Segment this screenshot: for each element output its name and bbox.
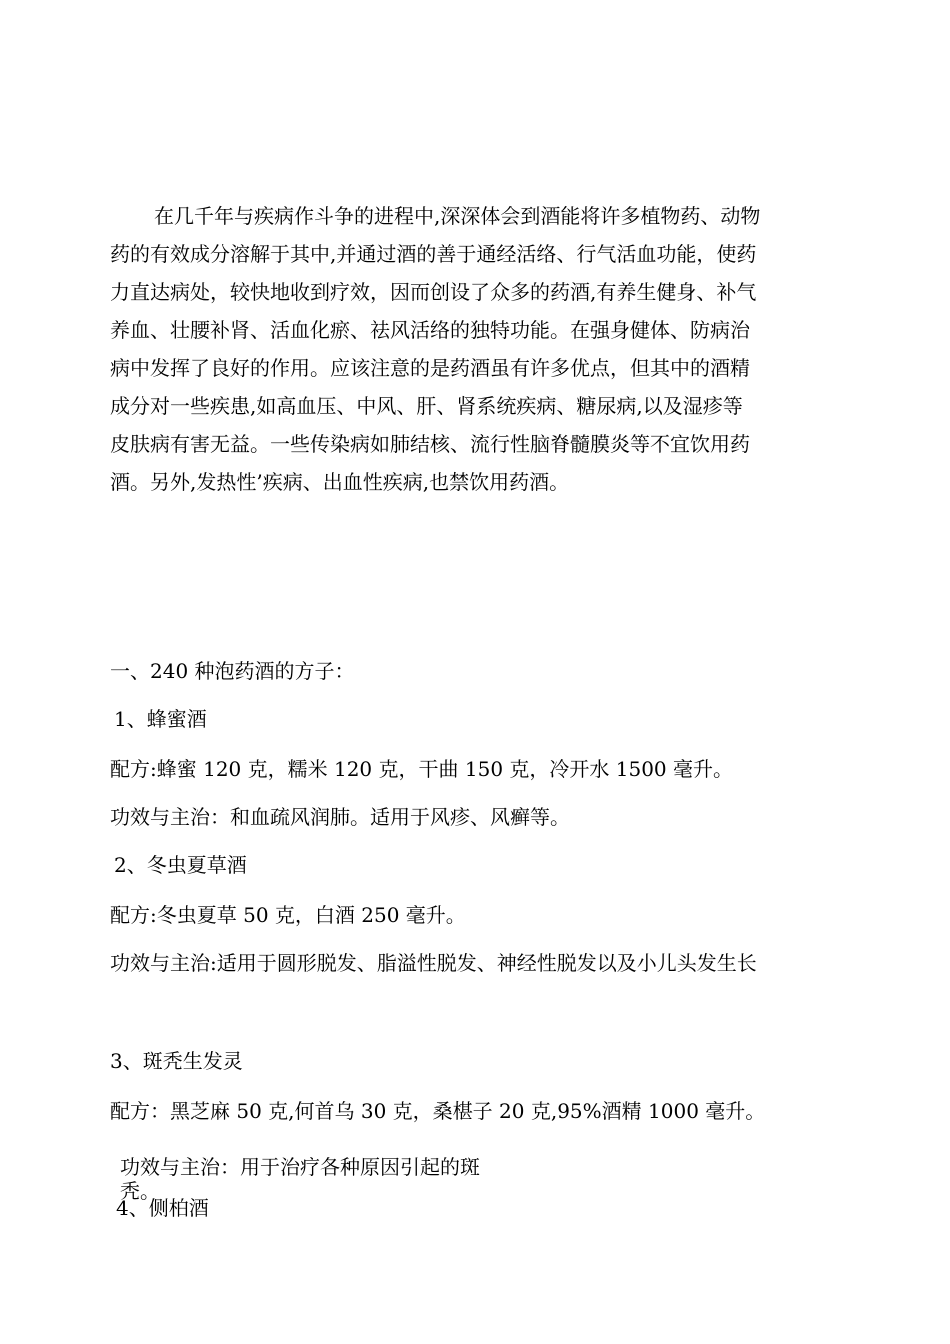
recipe-ingredients: 配方:冬虫夏草 50 克，白酒 250 毫升。 [110,903,466,927]
intro-line: 药的有效成分溶解于其中,并通过酒的善于通经活络、行气活血功能，使药 [110,242,757,266]
intro-line: 成分对一些疾患,如高血压、中风、肝、肾系统疾病、糖尿病,以及湿疹等 [110,394,743,418]
recipe-ingredients: 配方:蜂蜜 120 克，糯米 120 克，干曲 150 克，冷开水 1500 毫升。 [110,757,734,781]
intro-line: 病中发挥了良好的作用。应该注意的是药酒虽有许多优点，但其中的酒精 [110,356,750,380]
recipe-title: 2、冬虫夏草酒 [114,853,247,877]
recipe-effect: 功效与主治:适用于圆形脱发、脂溢性脱发、神经性脱发以及小儿头发生长 [110,951,757,975]
intro-line: 力直达病处，较快地收到疗效，因而创设了众多的药酒,有养生健身、补气 [110,280,757,304]
intro-line: 养血、壮腰补肾、活血化瘀、祛风活络的独特功能。在强身健体、防病治 [110,318,750,342]
intro-paragraph [110,197,842,501]
intro-line: 酒。另外,发热性’疾病、出血性疾病,也禁饮用药酒。 [110,470,570,494]
recipe-effect-continued: 秃。 [120,1179,160,1203]
section-title: 一、240 种泡药酒的方子： [110,659,355,683]
recipe-title: 3、斑秃生发灵 [110,1049,243,1073]
recipe-title: 4、侧柏酒 [116,1196,209,1220]
recipe-effect: 功效与主治：用于治疗各种原因引起的斑 [120,1155,480,1179]
recipe-ingredients: 配方：黑芝麻 50 克,何首乌 30 克，桑椹子 20 克,95%酒精 1000 毫升。 [110,1099,766,1123]
recipe-effect: 功效与主治：和血疏风润肺。适用于风疹、风癣等。 [110,805,570,829]
recipe-title: 1、蜂蜜酒 [114,707,207,731]
intro-line: 皮肤病有害无益。一些传染病如肺结核、流行性脑脊髓膜炎等不宜饮用药 [110,432,750,456]
intro-line: 在几千年与疾病作斗争的进程中,深深体会到酒能将许多植物药、动物 [154,204,761,228]
